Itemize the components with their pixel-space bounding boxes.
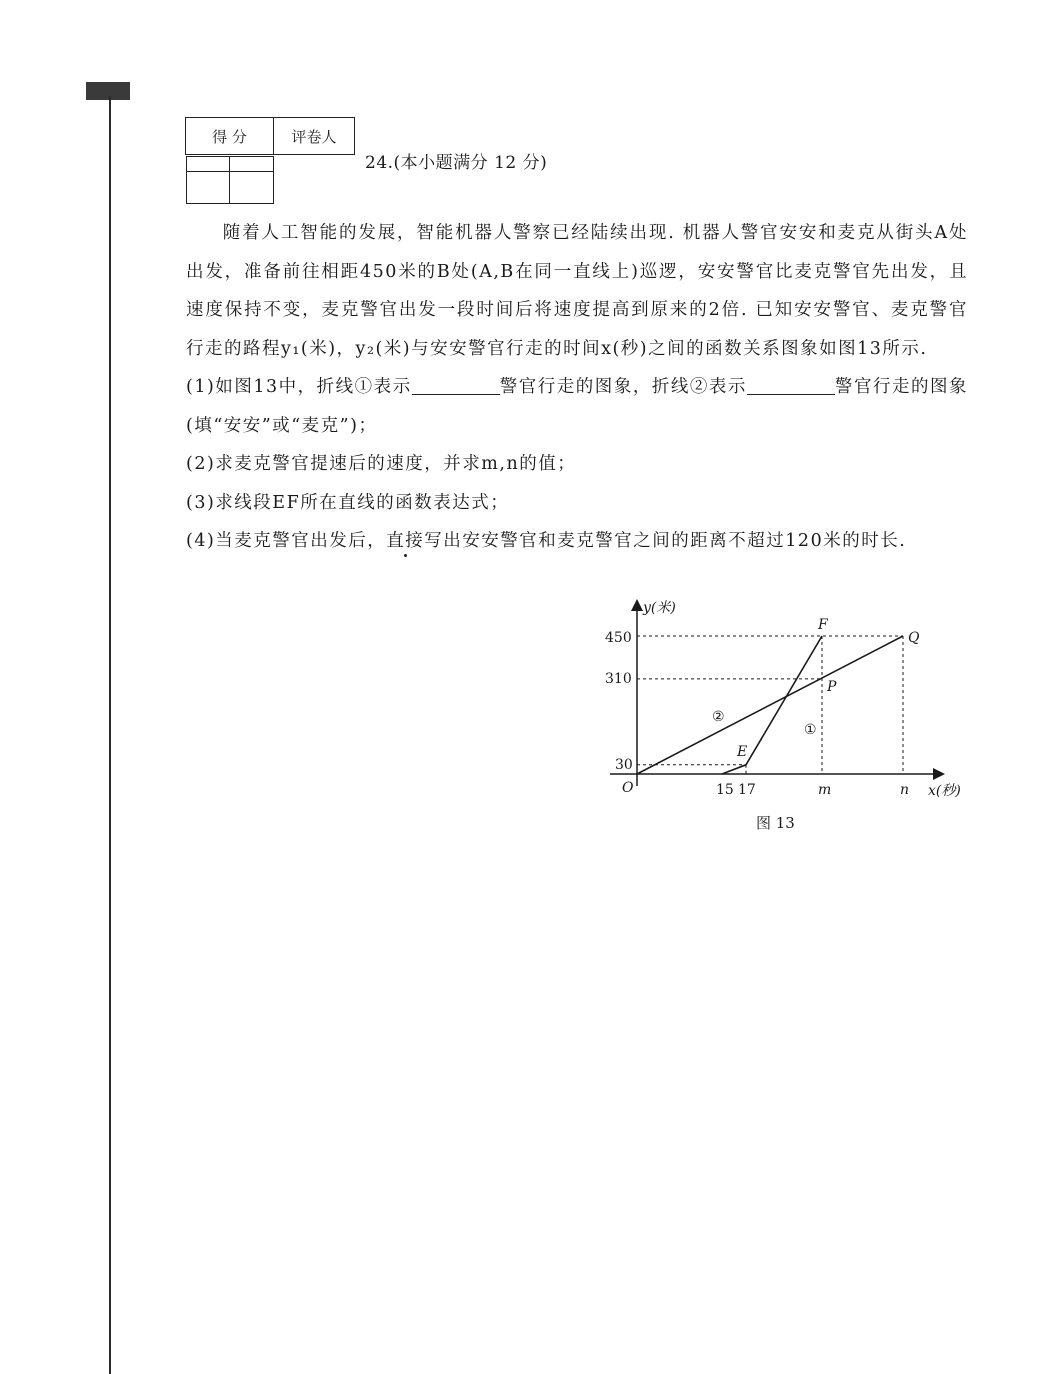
x-tick-15: 15 xyxy=(716,782,734,798)
question-part-1 xyxy=(186,368,968,445)
part1-text-b: 警官行走的图象，折线②表示 xyxy=(499,377,747,397)
point-label-p: P xyxy=(827,679,837,695)
page-corner-mark xyxy=(86,82,130,100)
score-table xyxy=(185,117,355,173)
answer-blank-2 xyxy=(747,377,835,396)
emphasis-dots: 直接 xyxy=(386,531,425,551)
figure-13 xyxy=(600,596,980,836)
question-body xyxy=(186,214,968,561)
question-part-4 xyxy=(186,522,968,561)
x-tick-n: n xyxy=(900,782,910,798)
line-2-anan xyxy=(637,636,903,774)
question-part-3: (3)求线段EF所在直线的函数表达式； xyxy=(186,492,510,513)
score-header: 得 分 xyxy=(186,118,274,155)
part4-text-a: (4)当麦克警官出发后， xyxy=(186,531,387,551)
answer-blank-1 xyxy=(412,377,500,396)
grader-cell xyxy=(230,157,274,204)
part4-text-b: 写出安安警官和麦克警官之间的距离不超过120米的时长. xyxy=(424,531,907,551)
question-part-2: (2)求麦克警官提速后的速度，并求m,n的值； xyxy=(186,454,577,474)
part1-text-c: 警官行走的图象(填“安安”或“麦克”)； xyxy=(186,377,969,436)
series-label-1: ① xyxy=(804,722,817,738)
x-tick-m: m xyxy=(818,782,832,798)
y-axis-label: y(米) xyxy=(643,600,676,616)
grader-header: 评卷人 xyxy=(274,118,355,155)
figure-caption: 图 13 xyxy=(756,814,795,832)
function-graph xyxy=(600,596,980,816)
x-tick-17: 17 xyxy=(738,782,756,798)
series-label-2: ② xyxy=(712,709,725,725)
origin-label: O xyxy=(622,780,634,796)
binding-margin-line xyxy=(109,96,111,1374)
x-axis-label: x(秒) xyxy=(928,783,961,799)
question-intro: 随着人工智能的发展，智能机器人警察已经陆续出现. 机器人警官安安和麦克从街头A处出发，准备前往相距450米的B处(A,B在同一直线上)巡逻，安安警官比麦克警官先出发，且速度保持不变，麦克警官出发一段时间后将速度提高到原来的2倍. 已知安安警官、麦克警官行走的路程y₁(米)，y₂(米)与安安警官行走的时间x(秒)之间的函数关系图象如图13所示. xyxy=(186,223,968,359)
point-label-e: E xyxy=(737,744,748,760)
y-tick-450: 450 xyxy=(605,630,632,646)
point-label-f: F xyxy=(818,617,828,633)
question-title: 24.(本小题满分 12 分) xyxy=(365,153,548,173)
y-tick-30: 30 xyxy=(615,757,633,773)
part1-text-a: (1)如图13中，折线①表示 xyxy=(186,377,412,397)
point-label-q: Q xyxy=(908,630,920,646)
score-cell xyxy=(186,157,230,204)
y-tick-310: 310 xyxy=(605,671,632,687)
